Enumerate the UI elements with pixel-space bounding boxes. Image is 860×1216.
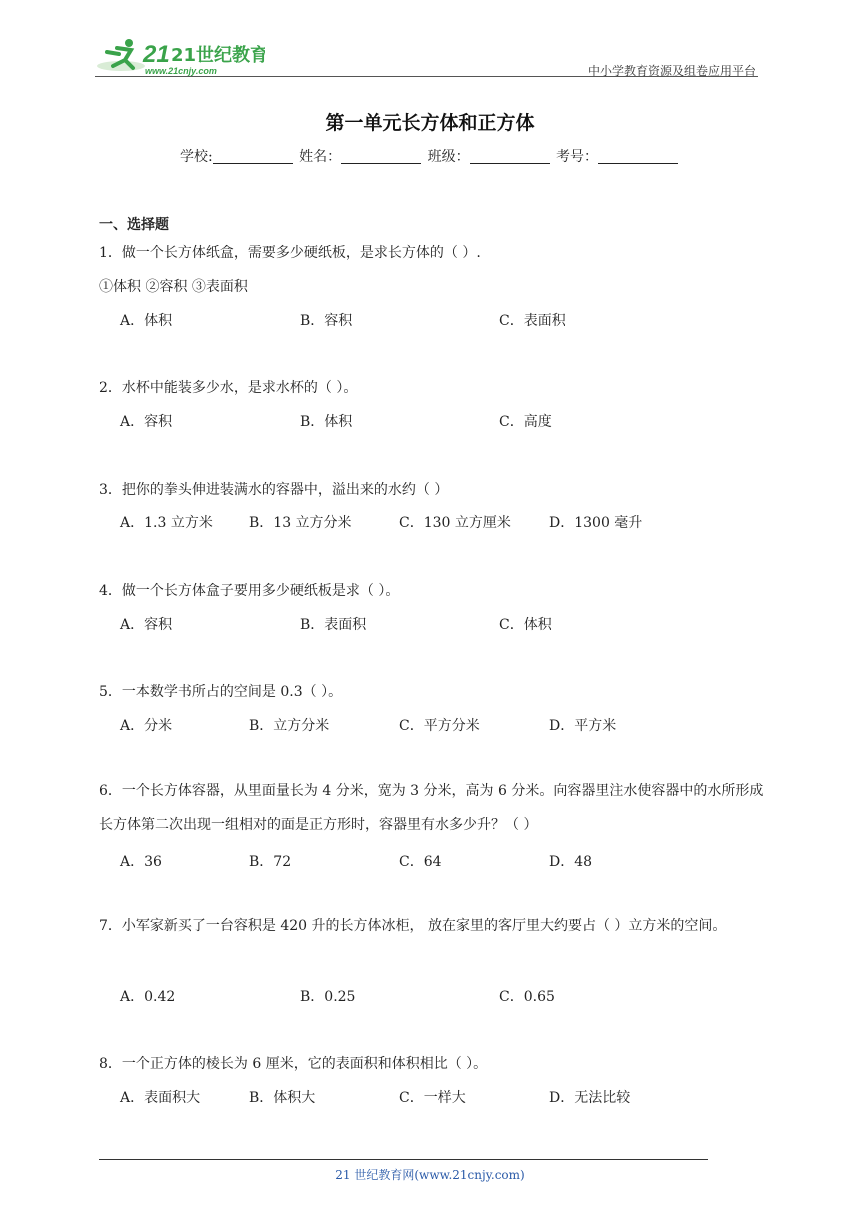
header-divider	[95, 76, 758, 77]
question-3-option-c[interactable]: C．130 立方厘米	[399, 515, 511, 531]
question-3-stem: 3．把你的拳头伸进装满水的容器中，溢出来的水约（ ）	[99, 482, 449, 498]
question-4-option-a[interactable]: A．容积	[120, 617, 173, 633]
platform-tagline: 中小学教育资源及组卷应用平台	[587, 64, 756, 78]
question-1-option-b[interactable]: B．容积	[300, 313, 353, 329]
question-7-option-b[interactable]: B．0.25	[300, 989, 356, 1005]
question-3-option-b[interactable]: B．13 立方分米	[249, 515, 352, 531]
question-4-stem: 4．做一个长方体盒子要用多少硬纸板是求（ ）。	[99, 583, 400, 599]
svg-text:21世纪教育: 21世纪教育	[171, 45, 265, 66]
question-8-option-b[interactable]: B．体积大	[249, 1090, 316, 1106]
footer-divider	[99, 1159, 708, 1160]
question-6-option-c[interactable]: C．64	[399, 854, 442, 870]
name-blank[interactable]	[341, 149, 421, 164]
question-8-option-d[interactable]: D．无法比较	[549, 1090, 631, 1106]
question-5-option-a[interactable]: A．分米	[120, 718, 173, 734]
runner-logo-icon	[95, 36, 265, 80]
question-5-stem: 5．一本数学书所占的空间是 0.3（ ）。	[99, 684, 343, 700]
question-5-option-d[interactable]: D．平方米	[549, 718, 617, 734]
school-label: 学校:	[179, 149, 213, 165]
question-7-stem: 7．小军家新买了一台容积是 420 升的长方体冰柜， 放在家里的客厅里大约要占（ ）立方米的空间。	[99, 918, 727, 934]
question-2-option-b[interactable]: B．体积	[300, 414, 353, 430]
svg-text:www.21cnjy.com: www.21cnjy.com	[145, 66, 217, 76]
school-blank[interactable]	[213, 149, 293, 164]
question-3-option-a[interactable]: A．1.3 立方米	[120, 515, 213, 531]
question-5-option-c[interactable]: C．平方分米	[399, 718, 480, 734]
question-8-option-a[interactable]: A．表面积大	[120, 1090, 201, 1106]
question-4-option-c[interactable]: C．体积	[499, 617, 552, 633]
question-1-option-c[interactable]: C．表面积	[499, 313, 566, 329]
name-label: 姓名：	[299, 149, 342, 165]
class-blank[interactable]	[470, 149, 550, 164]
question-6-option-d[interactable]: D．48	[549, 854, 593, 870]
class-label: 班级：	[427, 149, 470, 165]
question-2-stem: 2．水杯中能装多少水，是求水杯的（ ）。	[99, 380, 358, 396]
question-4-option-b[interactable]: B．表面积	[300, 617, 367, 633]
footer-link[interactable]: 21 世纪教育网(www.21cnjy.com)	[335, 1168, 525, 1182]
question-2-option-c[interactable]: C．高度	[499, 414, 552, 430]
exam-no-blank[interactable]	[598, 149, 678, 164]
student-info-row	[0, 146, 860, 166]
question-6-option-a[interactable]: A．36	[120, 854, 162, 870]
question-7-option-c[interactable]: C．0.65	[499, 989, 555, 1005]
svg-text:21: 21	[143, 41, 170, 68]
section-title: 一、选择题	[99, 217, 169, 233]
brand-logo	[95, 36, 265, 80]
question-8-option-c[interactable]: C．一样大	[399, 1090, 466, 1106]
question-1-note: ①体积 ②容积 ③表面积	[99, 279, 248, 295]
question-8-stem: 8．一个正方体的棱长为 6 厘米，它的表面积和体积相比（ ）。	[99, 1056, 488, 1072]
question-6-option-b[interactable]: B．72	[249, 854, 292, 870]
question-1-option-a[interactable]: A．体积	[120, 313, 173, 329]
question-2-option-a[interactable]: A．容积	[120, 414, 173, 430]
question-7-option-a[interactable]: A．0.42	[120, 989, 176, 1005]
question-3-option-d[interactable]: D．1300 毫升	[549, 515, 643, 531]
question-6-stem: 6．一个长方体容器，从里面量长为 4 分米，宽为 3 分米，高为 6 分米。向容器里注水使容器中的水所形成长方体第二次出现一组相对的面是正方形时，容器里有水多少升？（ ）	[99, 783, 764, 833]
exam-no-label: 考号：	[556, 149, 599, 165]
question-5-option-b[interactable]: B．立方分米	[249, 718, 330, 734]
exam-title: 第一单元长方体和正方体	[325, 112, 535, 134]
question-1-stem: 1．做一个长方体纸盒，需要多少硬纸板，是求长方体的（ ）.	[99, 245, 481, 261]
